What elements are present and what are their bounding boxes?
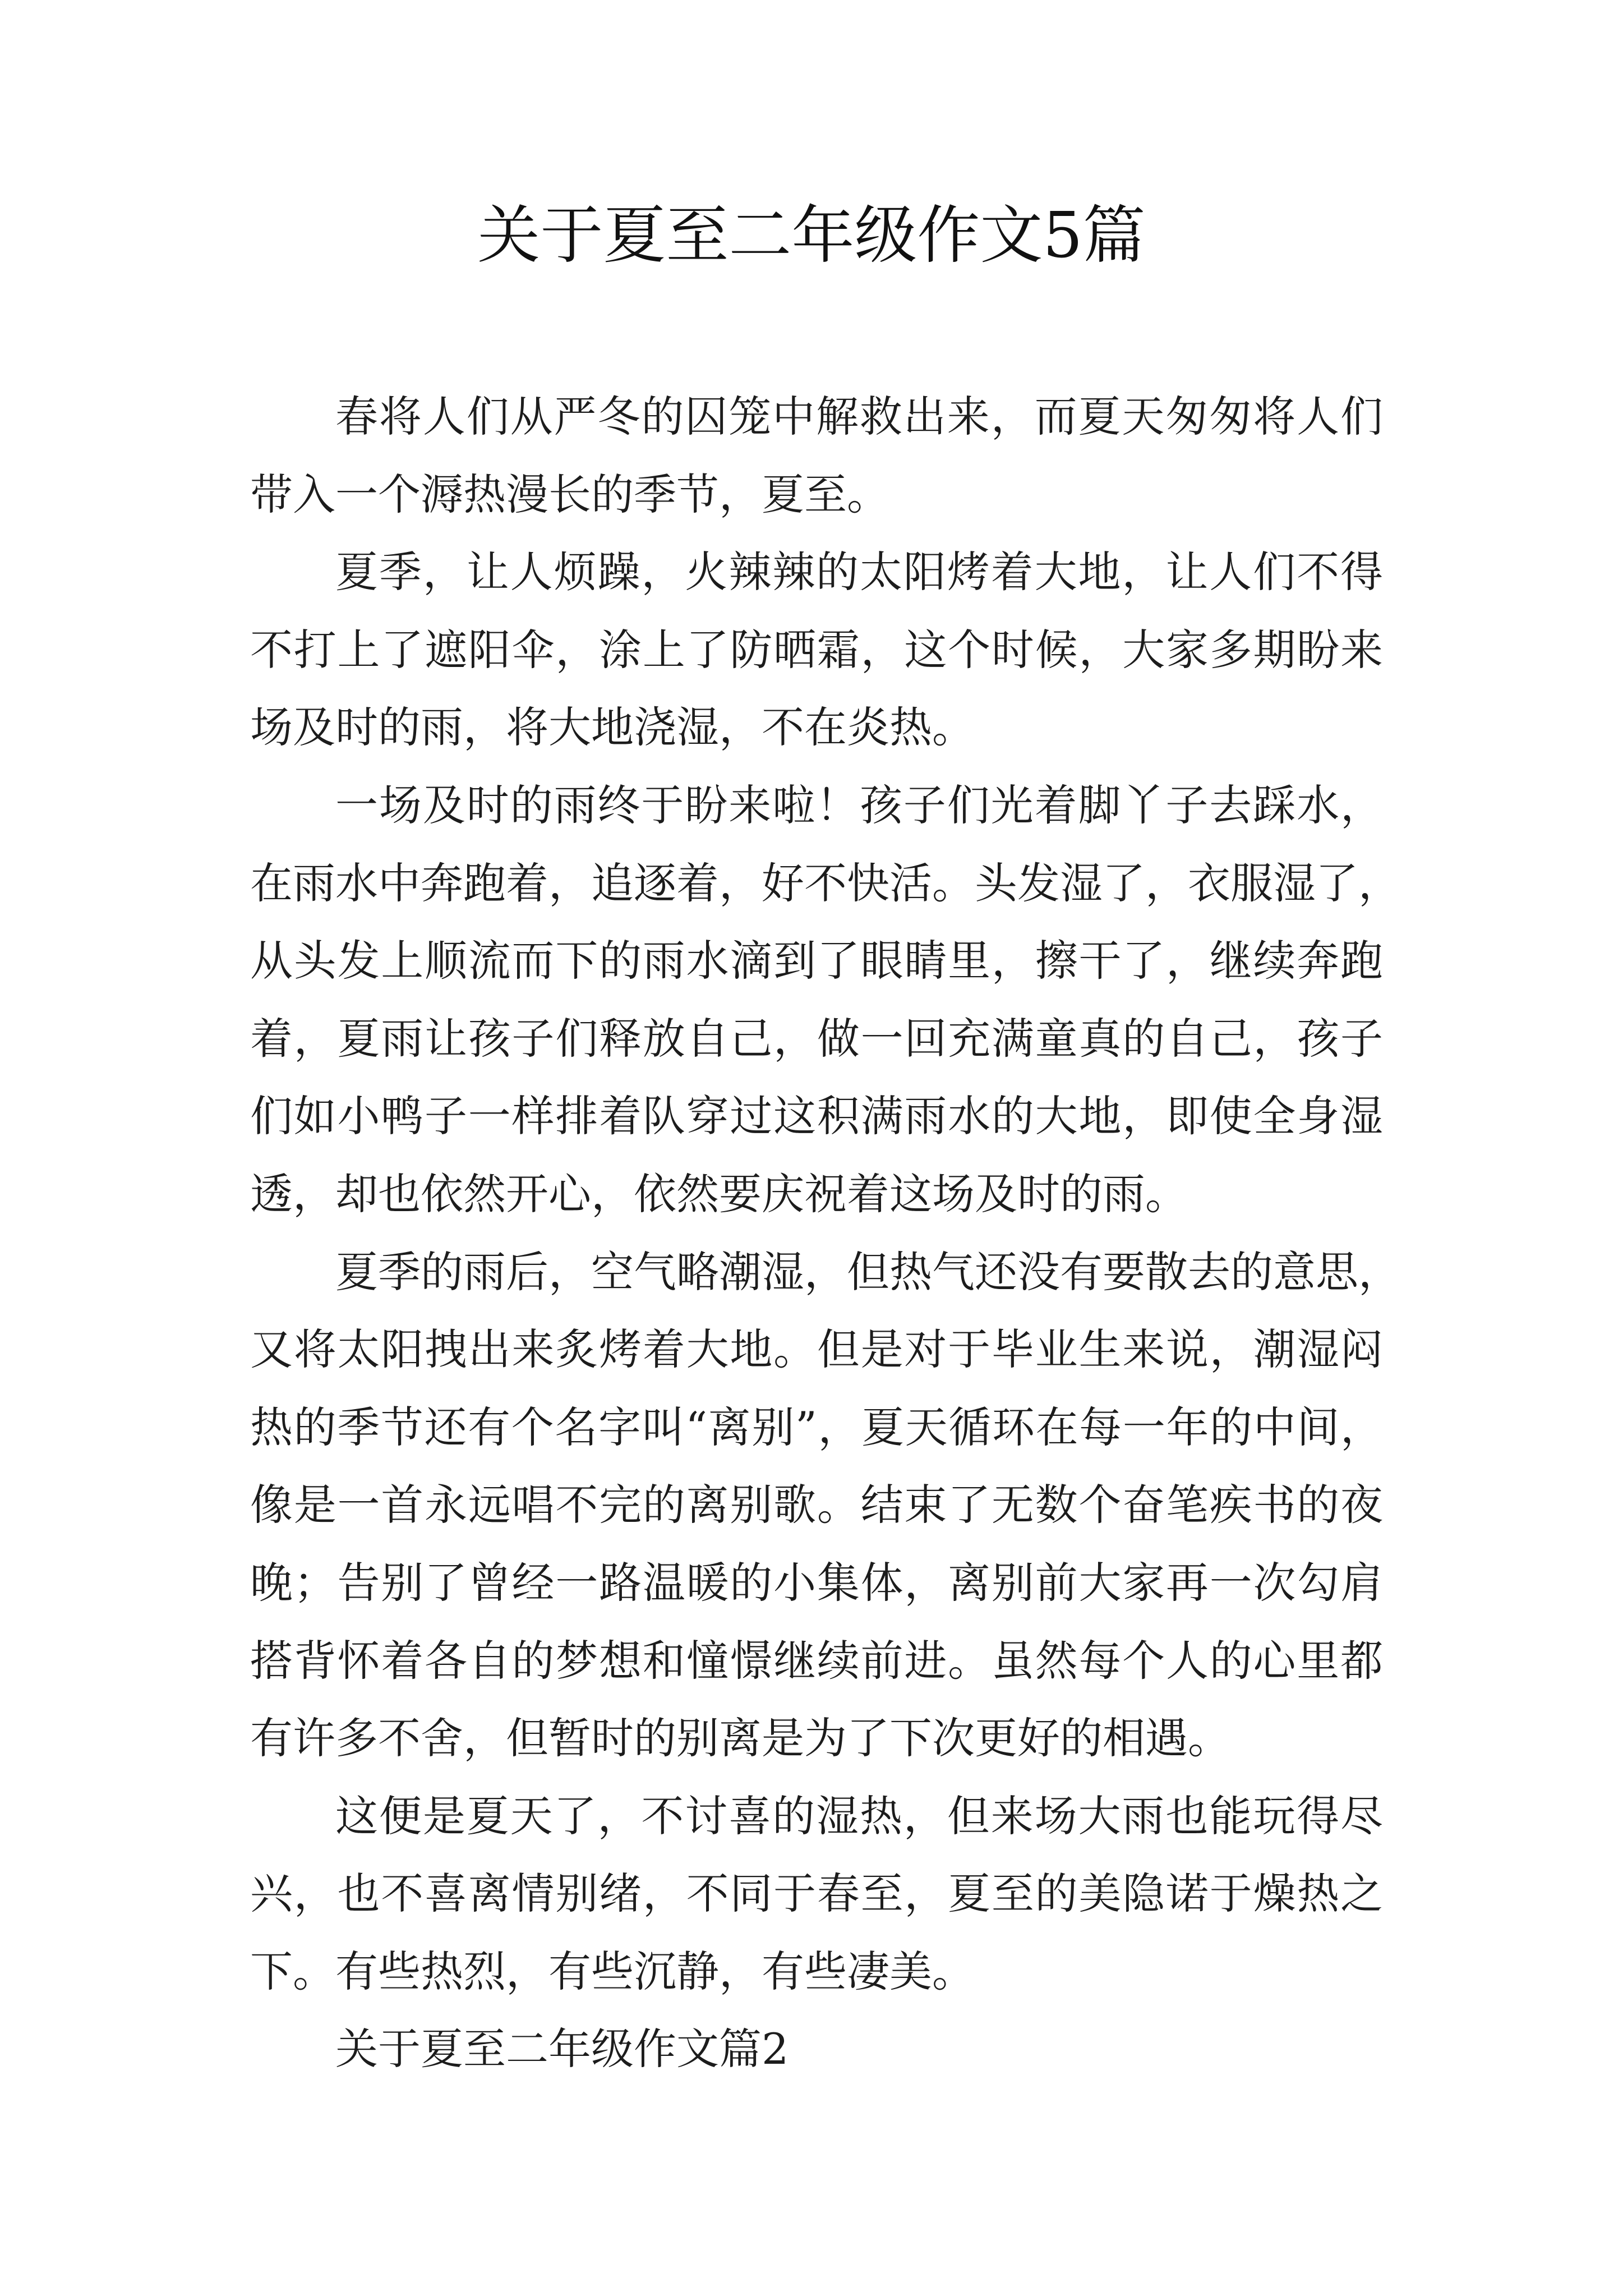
section-heading-2 bbox=[250, 2010, 1383, 2088]
text-line: 像是一首永远唱不完的离别歌。结束了无数个奋笔疾书的夜 bbox=[250, 1480, 1383, 1530]
text-line: 透，却也依然开心，依然要庆祝着这场及时的雨。 bbox=[250, 1168, 1188, 1219]
paragraph-3 bbox=[250, 767, 1401, 1234]
text-line: 这便是夏天了，不讨喜的湿热，但来场大雨也能玩得尽 bbox=[335, 1791, 1383, 1841]
text-line: 在雨水中奔跑着，追逐着，好不快活。头发湿了，衣服湿了， bbox=[250, 858, 1401, 908]
text-line: 搭背怀着各自的梦想和憧憬继续前进。虽然每个人的心里都 bbox=[250, 1635, 1383, 1686]
paragraph-2 bbox=[250, 533, 1383, 767]
text-line: 不打上了遮阳伞，涂上了防晒霜，这个时候，大家多期盼来 bbox=[250, 624, 1383, 675]
text-line: 关于夏至二年级作文篇2 bbox=[335, 2024, 789, 2074]
text-line: 们如小鸭子一样排着队穿过这积满雨水的大地，即使全身湿 bbox=[250, 1091, 1383, 1142]
text-line: 夏季的雨后，空气略潮湿，但热气还没有要散去的意思， bbox=[335, 1246, 1401, 1297]
paragraph-1 bbox=[250, 378, 1383, 533]
text-line: 场及时的雨，将大地浇湿，不在炎热。 bbox=[250, 702, 975, 753]
text-line: 晚；告别了曾经一路温暖的小集体，离别前大家再一次勾肩 bbox=[250, 1557, 1383, 1608]
text-line: 又将太阳拽出来炙烤着大地。但是对于毕业生来说，潮湿闷 bbox=[250, 1324, 1383, 1375]
text-line: 有许多不舍，但暂时的别离是为了下次更好的相遇。 bbox=[250, 1713, 1230, 1764]
text-line: 一场及时的雨终于盼来啦！孩子们光着脚丫子去踩水， bbox=[335, 780, 1383, 830]
text-line: 着，夏雨让孩子们释放自己，做一回充满童真的自己，孩子 bbox=[250, 1013, 1383, 1064]
text-line: 从头发上顺流而下的雨水滴到了眼睛里，擦干了，继续奔跑 bbox=[250, 936, 1383, 986]
text-line: 兴，也不喜离情别绪，不同于春至，夏至的美隐诺于燥热之 bbox=[250, 1869, 1383, 1919]
document-body bbox=[250, 378, 1401, 2088]
text-line: 春将人们从严冬的囚笼中解救出来，而夏天匆匆将人们 bbox=[335, 392, 1383, 441]
document-title: 关于夏至二年级作文5篇 bbox=[477, 199, 1146, 272]
text-line: 热的季节还有个名字叫“离别”，夏天循环在每一年的中间， bbox=[250, 1402, 1383, 1452]
text-line: 夏季，让人烦躁，火辣辣的太阳烤着大地，让人们不得 bbox=[335, 547, 1383, 597]
text-line: 下。有些热烈，有些沉静，有些凄美。 bbox=[250, 1946, 975, 1996]
paragraph-5 bbox=[250, 1778, 1383, 2011]
text-line: 带入一个溽热漫长的季节，夏至。 bbox=[250, 469, 889, 519]
paragraph-4 bbox=[250, 1234, 1401, 1778]
